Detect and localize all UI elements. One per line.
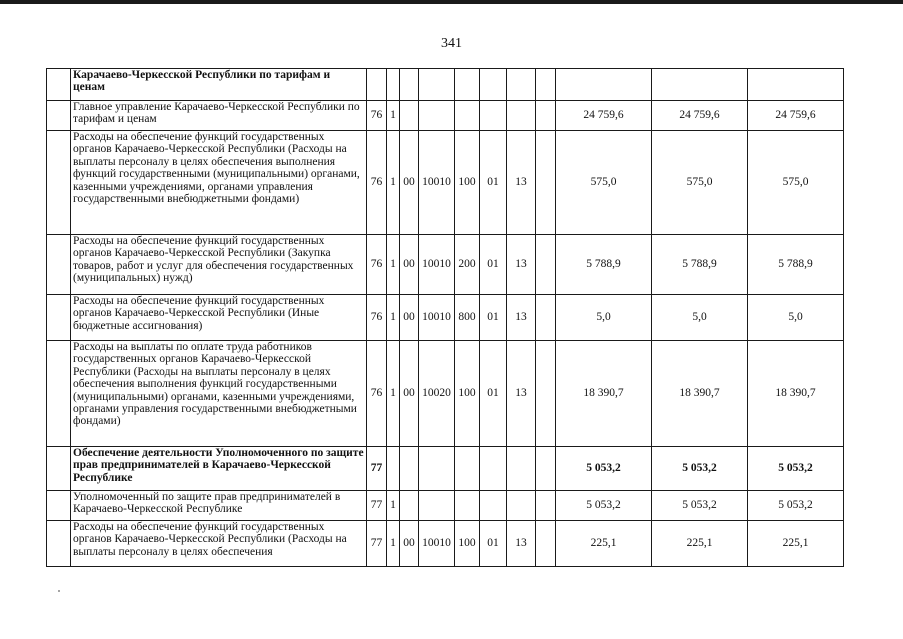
expense-name-cell: Уполномоченный по защите прав предпринимателей в Карачаево-Черкесской Республике xyxy=(71,491,367,521)
grbs-cell: 76 xyxy=(367,101,387,131)
subsection-cell xyxy=(400,69,419,101)
amount-year-2-cell: 5 053,2 xyxy=(652,491,748,521)
table-row xyxy=(47,295,844,341)
grbs-cell: 76 xyxy=(367,295,387,341)
amount-year-2-cell: 18 390,7 xyxy=(652,341,748,447)
target-article-b-cell xyxy=(455,447,480,491)
target-article-a-cell: 10020 xyxy=(419,341,455,447)
amount-year-1-cell: 575,0 xyxy=(556,131,652,235)
kosgu-cell xyxy=(507,101,536,131)
section-cell xyxy=(387,69,400,101)
grbs-cell: 77 xyxy=(367,491,387,521)
row-margin-cell xyxy=(47,521,71,567)
expense-name-cell: Расходы на обеспечение функций государственных органов Карачаево-Черкесской Республики (Расходы на выплаты персоналу в целях обеспечения выполнения функций государственными (муниципальными) органами, казенными учреждениями, органами управления государственными внебюджетными фондами) xyxy=(71,131,367,235)
amount-year-2-cell: 24 759,6 xyxy=(652,101,748,131)
amount-year-3-cell: 5,0 xyxy=(748,295,844,341)
amount-year-3-cell: 24 759,6 xyxy=(748,101,844,131)
row-margin-cell xyxy=(47,131,71,235)
section-cell: 1 xyxy=(387,131,400,235)
target-article-b-cell: 100 xyxy=(455,521,480,567)
extra-code-cell xyxy=(536,341,556,447)
row-margin-cell xyxy=(47,447,71,491)
table-row xyxy=(47,69,844,101)
row-margin-cell xyxy=(47,295,71,341)
amount-year-1-cell: 24 759,6 xyxy=(556,101,652,131)
expense-type-cell xyxy=(480,69,507,101)
amount-year-2-cell: 225,1 xyxy=(652,521,748,567)
expense-type-cell: 01 xyxy=(480,341,507,447)
subsection-cell: 00 xyxy=(400,131,419,235)
row-margin-cell xyxy=(47,69,71,101)
amount-year-3-cell xyxy=(748,69,844,101)
kosgu-cell: 13 xyxy=(507,295,536,341)
extra-code-cell xyxy=(536,69,556,101)
amount-year-1-cell: 5 053,2 xyxy=(556,491,652,521)
target-article-b-cell: 800 xyxy=(455,295,480,341)
target-article-b-cell: 100 xyxy=(455,131,480,235)
amount-year-2-cell: 5 788,9 xyxy=(652,235,748,295)
table-row xyxy=(47,521,844,567)
expense-type-cell: 01 xyxy=(480,521,507,567)
kosgu-cell: 13 xyxy=(507,341,536,447)
row-margin-cell xyxy=(47,491,71,521)
extra-code-cell xyxy=(536,521,556,567)
amount-year-3-cell: 5 053,2 xyxy=(748,447,844,491)
section-cell: 1 xyxy=(387,295,400,341)
subsection-cell: 00 xyxy=(400,521,419,567)
expense-type-cell xyxy=(480,491,507,521)
extra-code-cell xyxy=(536,447,556,491)
page-number: 341 xyxy=(441,36,462,51)
subsection-cell: 00 xyxy=(400,295,419,341)
subsection-cell xyxy=(400,491,419,521)
expense-name-cell: Расходы на обеспечение функций государственных органов Карачаево-Черкесской Республики (Расходы на выплаты персоналу в целях обеспечения xyxy=(71,521,367,567)
row-margin-cell xyxy=(47,341,71,447)
row-margin-cell xyxy=(47,235,71,295)
amount-year-3-cell: 5 053,2 xyxy=(748,491,844,521)
table-row xyxy=(47,101,844,131)
expense-name-cell: Расходы на обеспечение функций государственных органов Карачаево-Черкесской Республики (Иные бюджетные ассигнования) xyxy=(71,295,367,341)
top-border-line xyxy=(0,0,903,4)
section-cell xyxy=(387,447,400,491)
amount-year-1-cell: 5 053,2 xyxy=(556,447,652,491)
amount-year-3-cell: 18 390,7 xyxy=(748,341,844,447)
kosgu-cell xyxy=(507,447,536,491)
amount-year-1-cell: 5,0 xyxy=(556,295,652,341)
amount-year-2-cell xyxy=(652,69,748,101)
target-article-a-cell xyxy=(419,447,455,491)
target-article-a-cell: 10010 xyxy=(419,235,455,295)
kosgu-cell xyxy=(507,491,536,521)
expense-type-cell: 01 xyxy=(480,295,507,341)
amount-year-2-cell: 5,0 xyxy=(652,295,748,341)
target-article-a-cell: 10010 xyxy=(419,131,455,235)
budget-table xyxy=(46,68,844,567)
expense-type-cell: 01 xyxy=(480,131,507,235)
table-row xyxy=(47,341,844,447)
section-cell: 1 xyxy=(387,235,400,295)
table-row xyxy=(47,131,844,235)
scan-speck xyxy=(58,590,60,592)
amount-year-1-cell xyxy=(556,69,652,101)
extra-code-cell xyxy=(536,295,556,341)
section-cell: 1 xyxy=(387,101,400,131)
target-article-b-cell xyxy=(455,491,480,521)
target-article-a-cell: 10010 xyxy=(419,521,455,567)
grbs-cell: 76 xyxy=(367,235,387,295)
grbs-cell: 77 xyxy=(367,521,387,567)
amount-year-3-cell: 575,0 xyxy=(748,131,844,235)
target-article-a-cell xyxy=(419,491,455,521)
table-row xyxy=(47,447,844,491)
expense-type-cell: 01 xyxy=(480,235,507,295)
grbs-cell: 76 xyxy=(367,341,387,447)
target-article-b-cell xyxy=(455,101,480,131)
target-article-b-cell: 100 xyxy=(455,341,480,447)
amount-year-1-cell: 225,1 xyxy=(556,521,652,567)
target-article-b-cell: 200 xyxy=(455,235,480,295)
table-body xyxy=(47,69,844,567)
target-article-b-cell xyxy=(455,69,480,101)
target-article-a-cell xyxy=(419,101,455,131)
expense-name-cell: Обеспечение деятельности Уполномоченного по защите прав предпринимателей в Карачаево-Черкесской Республике xyxy=(71,447,367,491)
target-article-a-cell: 10010 xyxy=(419,295,455,341)
amount-year-3-cell: 225,1 xyxy=(748,521,844,567)
table-row xyxy=(47,491,844,521)
section-cell: 1 xyxy=(387,521,400,567)
expense-type-cell xyxy=(480,101,507,131)
amount-year-1-cell: 5 788,9 xyxy=(556,235,652,295)
table-row xyxy=(47,235,844,295)
amount-year-1-cell: 18 390,7 xyxy=(556,341,652,447)
extra-code-cell xyxy=(536,235,556,295)
grbs-cell xyxy=(367,69,387,101)
kosgu-cell: 13 xyxy=(507,521,536,567)
expense-name-cell: Карачаево-Черкесской Республики по тарифам и ценам xyxy=(71,69,367,101)
target-article-a-cell xyxy=(419,69,455,101)
section-cell: 1 xyxy=(387,341,400,447)
extra-code-cell xyxy=(536,101,556,131)
amount-year-2-cell: 5 053,2 xyxy=(652,447,748,491)
expense-name-cell: Главное управление Карачаево-Черкесской Республики по тарифам и ценам xyxy=(71,101,367,131)
expense-type-cell xyxy=(480,447,507,491)
expense-name-cell: Расходы на обеспечение функций государственных органов Карачаево-Черкесской Республики (Закупка товаров, работ и услуг для обеспечения государственных (муниципальных) нужд) xyxy=(71,235,367,295)
amount-year-3-cell: 5 788,9 xyxy=(748,235,844,295)
row-margin-cell xyxy=(47,101,71,131)
subsection-cell: 00 xyxy=(400,235,419,295)
kosgu-cell: 13 xyxy=(507,131,536,235)
subsection-cell xyxy=(400,447,419,491)
extra-code-cell xyxy=(536,491,556,521)
kosgu-cell xyxy=(507,69,536,101)
kosgu-cell: 13 xyxy=(507,235,536,295)
extra-code-cell xyxy=(536,131,556,235)
section-cell: 1 xyxy=(387,491,400,521)
grbs-cell: 77 xyxy=(367,447,387,491)
subsection-cell xyxy=(400,101,419,131)
grbs-cell: 76 xyxy=(367,131,387,235)
expense-name-cell: Расходы на выплаты по оплате труда работников государственных органов Карачаево-Черкесской Республики (Расходы на выплаты персоналу в целях обеспечения выполнения функций государственными (муниципальными) органами, казенными учреждениями, органами управления государственными внебюджетными фондами) xyxy=(71,341,367,447)
amount-year-2-cell: 575,0 xyxy=(652,131,748,235)
subsection-cell: 00 xyxy=(400,341,419,447)
